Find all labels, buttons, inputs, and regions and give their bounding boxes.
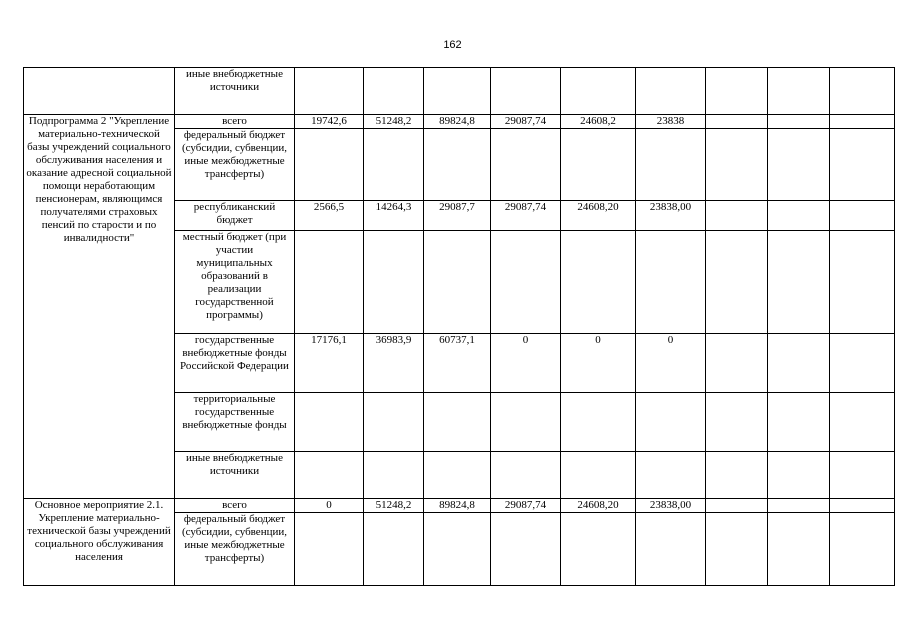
value-cell: 24608,20 [561,201,636,231]
table-cell [491,452,561,499]
value-cell [706,201,768,231]
value-cell: 51248,2 [364,499,424,513]
table-cell [706,452,768,499]
value-cell: 0 [491,334,561,393]
table-cell [424,393,491,452]
table-cell [706,68,768,115]
value-cell: 29087,7 [424,201,491,231]
table-cell [768,393,830,452]
table-row [24,68,895,115]
table-cell [295,68,364,115]
table-cell [364,513,424,586]
table-cell [561,129,636,201]
value-cell [706,334,768,393]
source-label: местный бюджет (при участии муниципальных образований в реализации государственной программы) [175,231,295,334]
value-cell [768,115,830,129]
source-label: республиканский бюджет [175,201,295,231]
table-cell [561,68,636,115]
table-cell [364,68,424,115]
value-cell [830,201,895,231]
value-cell: 29087,74 [491,201,561,231]
table-cell [636,452,706,499]
value-cell: 23838,00 [636,201,706,231]
source-label: всего [175,115,295,129]
value-cell [768,201,830,231]
table-cell [424,68,491,115]
value-cell: 51248,2 [364,115,424,129]
table-cell [561,393,636,452]
value-cell: 89824,8 [424,499,491,513]
table-cell [364,129,424,201]
value-cell: 19742,6 [295,115,364,129]
value-cell [768,334,830,393]
value-cell [830,334,895,393]
table-cell [295,129,364,201]
table-cell [636,129,706,201]
value-cell: 24608,2 [561,115,636,129]
value-cell: 29087,74 [491,115,561,129]
value-cell: 0 [561,334,636,393]
table-cell [636,68,706,115]
table-cell [636,513,706,586]
table-cell [706,129,768,201]
value-cell [830,499,895,513]
table-cell [491,393,561,452]
table-cell [830,231,895,334]
value-cell: 29087,74 [491,499,561,513]
table-cell [830,393,895,452]
table-cell [364,231,424,334]
source-label: иные внебюджетные источники [175,68,295,115]
value-cell: 0 [636,334,706,393]
table-cell [636,231,706,334]
table-cell [491,231,561,334]
value-cell [768,499,830,513]
source-label: иные внебюджетные источники [175,452,295,499]
source-label: федеральный бюджет (субсидии, субвенции, иные межбюджетные трансферты) [175,129,295,201]
page-number: 162 [443,39,462,51]
table-cell [491,129,561,201]
table-cell [768,129,830,201]
value-cell: 23838,00 [636,499,706,513]
table-cell [295,513,364,586]
value-cell: 17176,1 [295,334,364,393]
source-label: государственные внебюджетные фонды Российской Федерации [175,334,295,393]
value-cell: 24608,20 [561,499,636,513]
table-cell [24,68,175,115]
value-cell: 23838 [636,115,706,129]
table-cell [706,231,768,334]
table-cell [424,231,491,334]
table-cell [636,393,706,452]
value-cell: 0 [295,499,364,513]
value-cell: 14264,3 [364,201,424,231]
budget-table [23,67,895,586]
subprogram-name: Подпрограмма 2 "Укрепление материально-технической базы учреждений социального обслуживания населения и оказание адресной социальной помощи неработающим пенсионерам, являющимся получателями страховых пенсий по старости и по инвалидности" [24,115,175,499]
value-cell: 89824,8 [424,115,491,129]
table-cell [424,452,491,499]
table-cell [364,452,424,499]
table-cell [424,513,491,586]
table-cell [830,129,895,201]
table-cell [830,452,895,499]
source-label: территориальные государственные внебюджетные фонды [175,393,295,452]
table-cell [830,513,895,586]
source-label: всего [175,499,295,513]
table-cell [768,513,830,586]
value-cell: 2566,5 [295,201,364,231]
value-cell: 60737,1 [424,334,491,393]
table-cell [768,452,830,499]
source-label: федеральный бюджет (субсидии, субвенции, иные межбюджетные трансферты) [175,513,295,586]
table-cell [561,513,636,586]
table-cell [491,68,561,115]
table-cell [706,393,768,452]
table-cell [561,231,636,334]
value-cell [706,499,768,513]
value-cell [830,115,895,129]
value-cell [706,115,768,129]
main-event-name: Основное мероприятие 2.1. Укрепление материально-технической базы учреждений социального обслуживания населения [24,499,175,586]
table-cell [364,393,424,452]
table-cell [491,513,561,586]
table-cell [768,231,830,334]
table-cell [706,513,768,586]
table-cell [830,68,895,115]
table-row [24,115,895,129]
table-cell [424,129,491,201]
table-cell [295,393,364,452]
table-cell [768,68,830,115]
table-cell [295,231,364,334]
table-row [24,499,895,513]
value-cell: 36983,9 [364,334,424,393]
table-cell [295,452,364,499]
table-cell [561,452,636,499]
